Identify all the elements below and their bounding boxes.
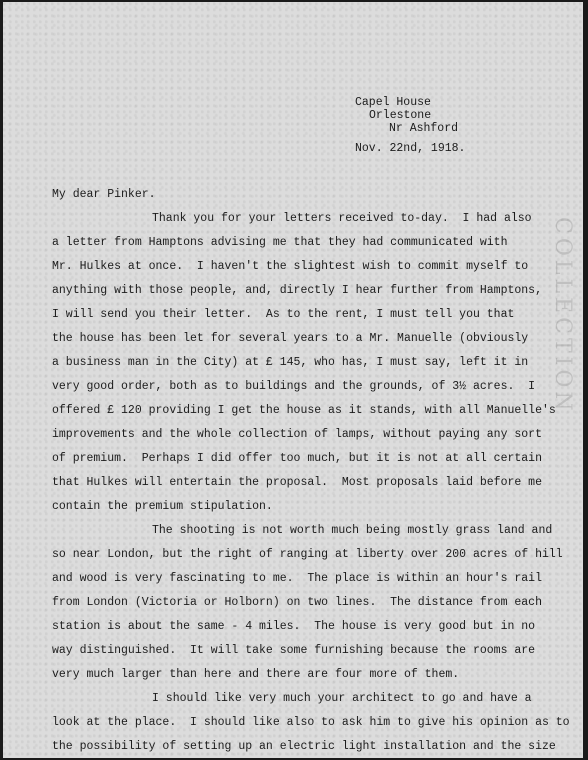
body-line: The shooting is not worth much being mostly grass land and <box>152 524 553 537</box>
body-line: a business man in the City) at £ 145, who has, I must say, left it in <box>52 356 529 369</box>
body-line: the house has been let for several years to a Mr. Manuelle (obviously <box>52 332 529 345</box>
body-line: that Hulkes will entertain the proposal. Most proposals laid before me <box>52 476 542 489</box>
body-line: very much larger than here and there are four more of them. <box>52 668 460 681</box>
body-line: station is about the same - 4 miles. The house is very good but in no <box>52 620 536 633</box>
body-line: I will send you their letter. As to the rent, I must tell you that <box>52 308 515 321</box>
salutation: My dear Pinker. <box>52 188 156 201</box>
archive-watermark: COLLECTION <box>550 217 575 415</box>
letter-page <box>3 2 583 758</box>
body-line: so near London, but the right of ranging at liberty over 200 acres of hill <box>52 548 563 561</box>
body-line: the possibility of setting up an electric light installation and the size <box>52 740 556 753</box>
body-line: contain the premium stipulation. <box>52 500 273 513</box>
body-line: of premium. Perhaps I did offer too much, but it is not at all certain <box>52 452 542 465</box>
body-line: Mr. Hulkes at once. I haven't the slightest wish to commit myself to <box>52 260 529 273</box>
body-line: very good order, both as to buildings and the grounds, of 3½ acres. I <box>52 380 536 393</box>
letterhead-house: Capel House <box>355 96 431 109</box>
body-line: I should like very much your architect to go and have a <box>152 692 532 705</box>
body-line: from London (Victoria or Holborn) on two lines. The distance from each <box>52 596 542 609</box>
body-line: look at the place. I should like also to ask him to give his opinion as to <box>52 716 570 729</box>
body-line: a letter from Hamptons advising me that they had communicated with <box>52 236 508 249</box>
body-line: offered £ 120 providing I get the house as it stands, with all Manuelle's <box>52 404 556 417</box>
body-line: improvements and the whole collection of lamps, without paying any sort <box>52 428 542 441</box>
body-line: and wood is very fascinating to me. The place is within an hour's rail <box>52 572 542 585</box>
body-line: Thank you for your letters received to-day. I had also <box>152 212 532 225</box>
body-line: anything with those people, and, directly I hear further from Hamptons, <box>52 284 542 297</box>
letter-date: Nov. 22nd, 1918. <box>355 142 466 155</box>
letterhead-town: Nr Ashford <box>389 122 459 135</box>
letterhead-village: Orlestone <box>369 109 432 122</box>
body-line: way distinguished. It will take some furnishing because the rooms are <box>52 644 536 657</box>
